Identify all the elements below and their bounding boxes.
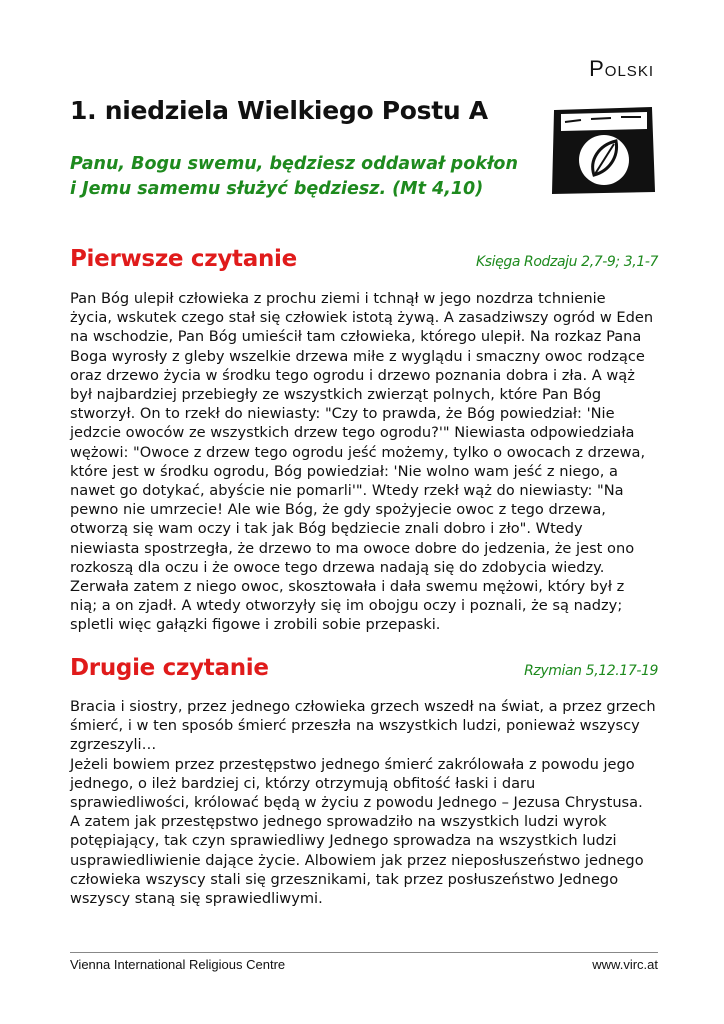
second-reading-reference: Rzymian 5,12.17-19 [524, 663, 658, 679]
first-reading-text [70, 289, 670, 635]
text-line: człowieka wszyscy stali się grzesznikami, tak przez posłuszeństwo Jednego [70, 870, 619, 888]
text-line: zgrzeszyli… [70, 736, 157, 754]
text-line: nawet go dotykać, abyście nie pomarli'". Wtedy rzekł wąż do niewiasty: "Na [70, 482, 624, 500]
text-line: otworzą się wam oczy i tak jak Bóg będziecie znali dobro i zło". Wtedy [70, 520, 583, 538]
text-line: był najbardziej przebiegły ze wszystkich zwierząt polnych, które Pan Bóg [70, 386, 602, 404]
text-line: niewiasta spostrzegła, że drzewo to ma owoce dobre do jedzenia, że jest ono [70, 539, 635, 557]
text-line: sprawiedliwości, królować będą w życiu z powodu Jednego – Jezusa Chrystusa. [70, 794, 643, 812]
language-label: Polski [589, 56, 654, 81]
text-line: śmierć, i w ten sposób śmierć przeszła na wszystkich ludzi, ponieważ wszyscy [70, 717, 640, 735]
page-title: 1. niedziela Wielkiego Postu A [70, 96, 488, 125]
text-line: rozkoszą dla oczu i że owoce tego drzewa nadają się do zdobycia wiedzy. [70, 558, 605, 576]
first-reading-header [70, 246, 658, 278]
text-line: jedzcie owoców ze wszystkich drzew tego ogrodu?'" Niewiasta odpowiedziała [70, 424, 635, 442]
motto-verse [70, 152, 540, 202]
text-line: Pan Bóg ulepił człowieka z prochu ziemi i tchnął w jego nozdrza tchnienie [70, 290, 606, 307]
text-line: nią; a on zjadł. A wtedy otworzyły się im obojgu oczy i poznali, że są nadzy; [70, 597, 623, 615]
text-line: stworzył. On to rzekł do niewiasty: "Czy to prawda, że Bóg powiedział: 'Nie [70, 405, 615, 423]
text-line: spletli więc gałązki figowe i zrobili sobie przepaski. [70, 616, 441, 634]
text-line: usprawiedliwienie dające życie. Albowiem jak przez nieposłuszeństwo jednego [70, 851, 644, 869]
text-line: oraz drzewo życia w środku tego ogrodu i drzewo poznania dobra i zła. A wąż [70, 366, 635, 384]
footer-divider [70, 952, 658, 953]
second-reading-text [70, 697, 670, 908]
motto-line: Panu, Bogu swemu, będziesz oddawał pokłon [70, 154, 518, 174]
text-line: pewno nie umrzecie! Ale wie Bóg, że gdy spożyjecie owoc z tego drzewa, [70, 501, 606, 519]
second-reading-header [70, 655, 658, 687]
text-line: Zerwała zatem z niego owoc, skosztowała i dała swemu mężowi, który był z [70, 578, 625, 596]
text-line: Boga wyrosły z gleby wszelkie drzewa miłe z wyglądu i smaczny owoc rodzące [70, 347, 645, 365]
text-line: jednego, o ileż bardziej ci, którzy otrzymują obfitość łaski i daru [70, 774, 536, 792]
text-line: wszyscy staną się sprawiedliwymi. [70, 890, 323, 908]
text-line: Jeżeli bowiem przez przestępstwo jednego śmierć zakrólowała z powodu jego [70, 755, 635, 773]
text-line: potępiający, tak czyn sprawiedliwy Jednego sprowadza na wszystkich ludzi [70, 832, 617, 850]
text-line: na wschodzie, Pan Bóg umieścił tam człowieka, którego ulepił. Na rozkaz Pana [70, 328, 642, 346]
motto-line: i Jemu samemu służyć będziesz. (Mt 4,10) [70, 179, 484, 199]
text-line: które jest w środku ogrodu, Bóg powiedział: 'Nie wolno wam jeść z niego, a [70, 462, 618, 480]
first-reading-heading: Pierwsze czytanie [70, 246, 297, 272]
text-line: A zatem jak przestępstwo jednego sprowadziło na wszystkich ludzi wyrok [70, 813, 607, 831]
text-line: życia, wskutek czego stał się człowiek istotą żywą. A zasadziwszy ogród w Eden [70, 309, 654, 327]
footer-organization: Vienna International Religious Centre [70, 957, 286, 972]
first-reading-reference: Księga Rodzaju 2,7-9; 3,1-7 [475, 254, 658, 270]
leaf-in-dark-square-icon [551, 105, 657, 195]
second-reading-heading: Drugie czytanie [70, 655, 269, 681]
text-line: wężowi: "Owoce z drzew tego ogrodu jeść możemy, tylko o owocach z drzewa, [70, 443, 646, 461]
text-line: Bracia i siostry, przez jednego człowieka grzech wszedł na świat, a przez grzech [70, 698, 656, 715]
footer-website-link[interactable]: www.virc.at [592, 957, 658, 972]
